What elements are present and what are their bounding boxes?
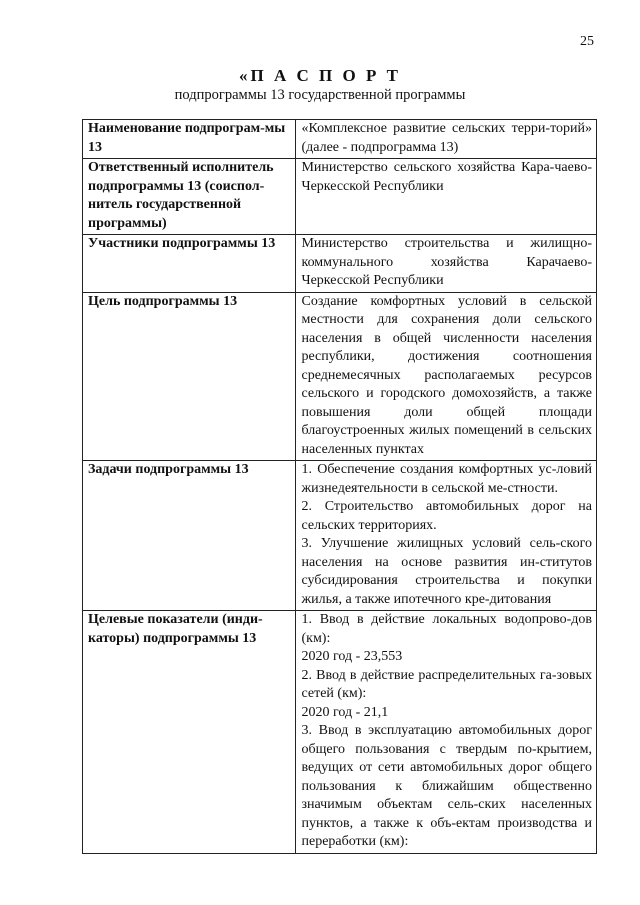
value-paragraph: Министерство сельского хозяйства Кара-чаево-Черкесской Республики <box>301 160 592 194</box>
row-value-name <box>296 120 597 159</box>
row-label-tasks: Задачи подпрограммы 13 <box>83 461 296 611</box>
row-value-participants <box>296 235 597 293</box>
value-paragraph: 3. Улучшение жилищных условий сель-ского населения на основе развития ин-ститутов субсидирования строительства и покупки жилья, а также ипотечного кре-дитования <box>301 536 592 607</box>
row-label-responsible: Ответственный исполнитель подпрограммы 13 (соиспол-нитель государственной программы) <box>83 159 296 235</box>
value-paragraph: 2. Строительство автомобильных дорог на сельских территориях. <box>301 499 592 533</box>
value-paragraph: 2020 год - 23,553 <box>301 649 403 664</box>
passport-table <box>82 119 597 854</box>
page-number: 25 <box>580 34 594 49</box>
table-row <box>83 120 597 159</box>
value-paragraph: 2020 год - 21,1 <box>301 704 389 720</box>
page-subtitle: подпрограммы 13 государственной программы <box>174 87 466 103</box>
row-label-indicators: Целевые показатели (инди-каторы) подпрограммы 13 <box>83 611 296 854</box>
table-row <box>83 235 597 293</box>
value-paragraph: 3. Ввод в эксплуатацию автомобильных дорог общего пользования с твердым по-крытием, ведущих от сети автомобильных дорог общего пользования к ближайшим общественно значимым объектам сель-ских населенных пунктов, а также к объ-ектам производства и переработки (км): <box>301 723 592 849</box>
table-row <box>83 611 597 854</box>
value-paragraph: Создание комфортных условий в сельской местности для сохранения доли сельского населения в общей численности населения республики, достижения соотношения среднемесячных располагаемых ресурсов сельского и городского домохозяйств, а также повышения доли общей площади благоустроенных жилых помещений в сельских населенных пунктах <box>301 293 592 457</box>
row-label-participants: Участники подпрограммы 13 <box>83 235 296 293</box>
row-value-tasks <box>296 461 597 611</box>
value-paragraph: Министерство строительства и жилищно-коммунального хозяйства Карачаево-Черкесской Республики <box>301 236 592 288</box>
table-row <box>83 292 597 461</box>
value-paragraph: «Комплексное развитие сельских терри-торий» (далее - подпрограмма 13) <box>301 121 592 155</box>
table-row <box>83 461 597 611</box>
value-paragraph: 1. Обеспечение создания комфортных ус-ловий жизнедеятельности в сельской ме-стности. <box>301 462 592 496</box>
row-value-goal <box>296 292 597 461</box>
table-row <box>83 159 597 235</box>
value-paragraph: 1. Ввод в действие локальных водопрово-дов (км): <box>301 612 592 646</box>
row-value-responsible <box>296 159 597 235</box>
page-title: «П А С П О Р Т <box>239 66 401 85</box>
row-label-name: Наименование подпрограм-мы 13 <box>83 120 296 159</box>
row-label-goal: Цель подпрограммы 13 <box>83 292 296 461</box>
value-paragraph: 2. Ввод в действие распределительных га-зовых сетей (км): <box>301 667 592 701</box>
row-value-indicators <box>296 611 597 854</box>
